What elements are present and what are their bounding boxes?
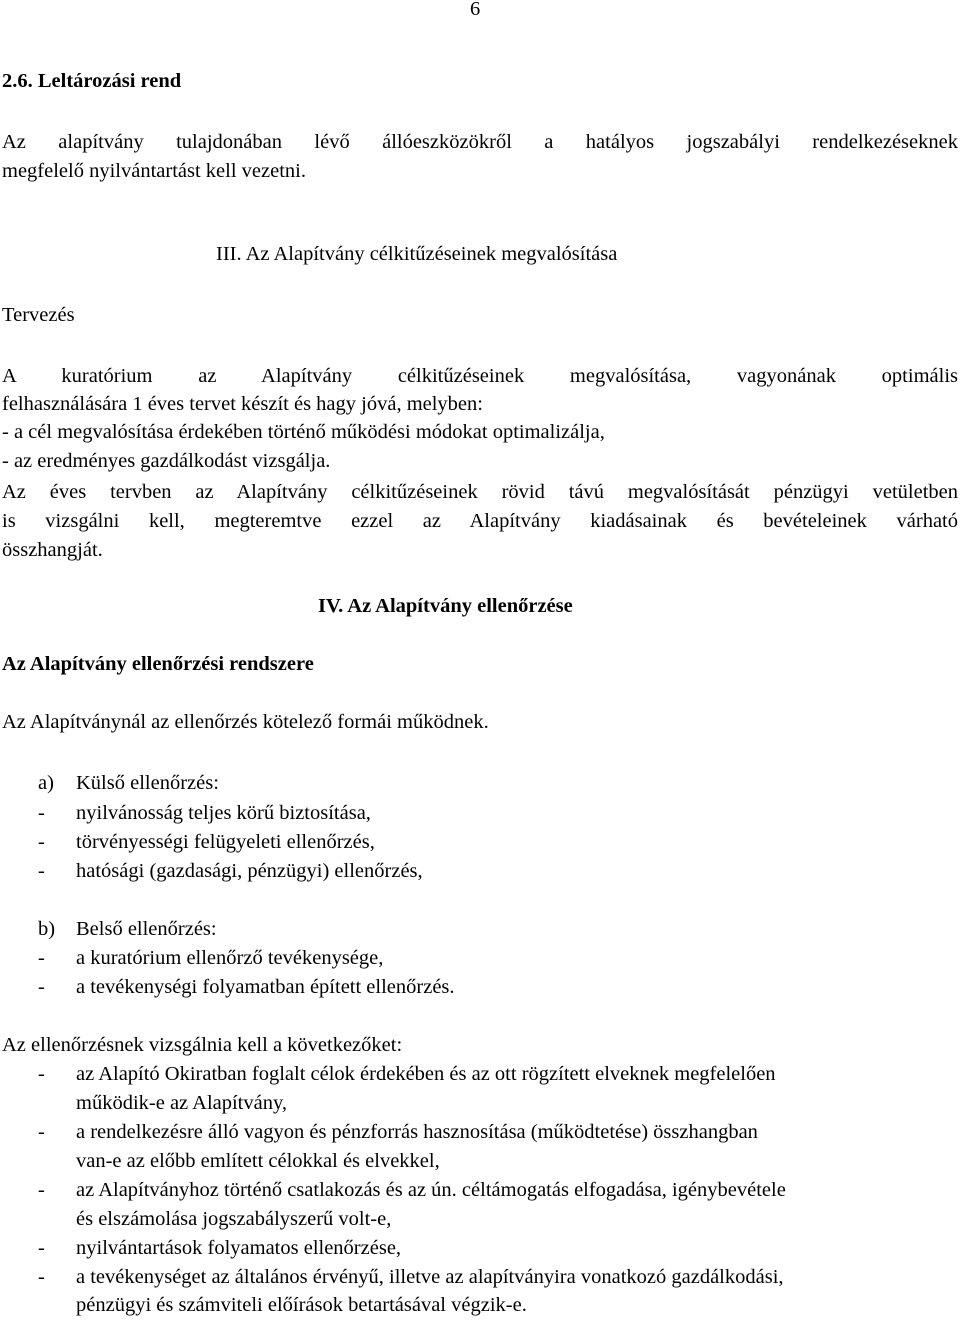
list-dash: - [38, 860, 45, 882]
list-item: a tevékenységi folyamatban épített ellenőrzés. [76, 976, 455, 998]
list-dash: - [38, 1237, 45, 1259]
list-item: nyilvánosság teljes körű biztosítása, [76, 802, 371, 824]
paragraph-line: Az alapítvány tulajdonában lévő állóeszközökről a hatályos jogszabályi rendelkezéseknek [2, 131, 958, 153]
intro-text: Az Alapítványnál az ellenőrzés kötelező formái működnek. [2, 711, 489, 733]
paragraph-line: Az éves tervben az Alapítvány célkitűzéseinek rövid távú megvalósítását pénzügyi vetületben [2, 481, 958, 503]
paragraph-line: - a cél megvalósítása érdekében történő működési módokat optimalizálja, [2, 421, 605, 443]
list-item: nyilvántartások folyamatos ellenőrzése, [76, 1237, 402, 1259]
list-dash: - [38, 947, 45, 969]
section-heading: 2.6. Leltározási rend [2, 70, 182, 92]
list-item: az Alapítványhoz történő csatlakozás és az ún. céltámogatás elfogadása, igénybevétele [76, 1179, 786, 1201]
paragraph-line: is vizsgálni kell, megteremtve ezzel az Alapítvány kiadásainak és bevételeinek várható [2, 510, 958, 532]
list-item-continuation: van-e az előbb említett célokkal és elvekkel, [76, 1150, 440, 1172]
list-dash: - [38, 831, 45, 853]
paragraph-line: megfelelő nyilvántartást kell vezetni. [2, 160, 306, 182]
list-dash: - [38, 802, 45, 824]
list-dash: - [38, 1063, 45, 1085]
check-intro: Az ellenőrzésnek vizsgálnia kell a következőket: [2, 1034, 403, 1056]
list-label: a) [38, 772, 54, 794]
list-item-continuation: működik-e az Alapítvány, [76, 1092, 288, 1114]
chapter-heading: IV. Az Alapítvány ellenőrzése [318, 595, 573, 617]
chapter-heading: III. Az Alapítvány célkitűzéseinek megvalósítása [216, 243, 618, 265]
paragraph-line: összhangját. [2, 539, 103, 561]
list-dash: - [38, 1179, 45, 1201]
subheading: Az Alapítvány ellenőrzési rendszere [2, 653, 314, 675]
list-item: az Alapító Okiratban foglalt célok érdekében és az ott rögzített elveknek megfelelően [76, 1063, 776, 1085]
page-number: 6 [470, 0, 481, 20]
list-item-continuation: pénzügyi és számviteli előírások betartásával végzik-e. [76, 1294, 527, 1316]
list-item: a kuratórium ellenőrző tevékenysége, [76, 947, 384, 969]
subheading: Tervezés [2, 304, 75, 326]
list-label: b) [38, 918, 56, 940]
list-title: Külső ellenőrzés: [76, 772, 219, 794]
paragraph-line: - az eredményes gazdálkodást vizsgálja. [2, 450, 331, 472]
list-item: a tevékenységet az általános érvényű, illetve az alapítványira vonatkozó gazdálkodási, [76, 1266, 784, 1288]
list-item: a rendelkezésre álló vagyon és pénzforrás hasznosítása (működtetése) összhangban [76, 1121, 758, 1143]
list-item: törvényességi felügyeleti ellenőrzés, [76, 831, 375, 853]
list-dash: - [38, 1266, 45, 1288]
list-dash: - [38, 1121, 45, 1143]
list-item-continuation: és elszámolása jogszabályszerű volt-e, [76, 1208, 392, 1230]
paragraph-line: felhasználására 1 éves tervet készít és hagy jóvá, melyben: [2, 393, 483, 415]
list-dash: - [38, 976, 45, 998]
list-title: Belső ellenőrzés: [76, 918, 217, 940]
paragraph-line: A kuratórium az Alapítvány célkitűzéseinek megvalósítása, vagyonának optimális [2, 365, 958, 387]
list-item: hatósági (gazdasági, pénzügyi) ellenőrzés, [76, 860, 423, 882]
